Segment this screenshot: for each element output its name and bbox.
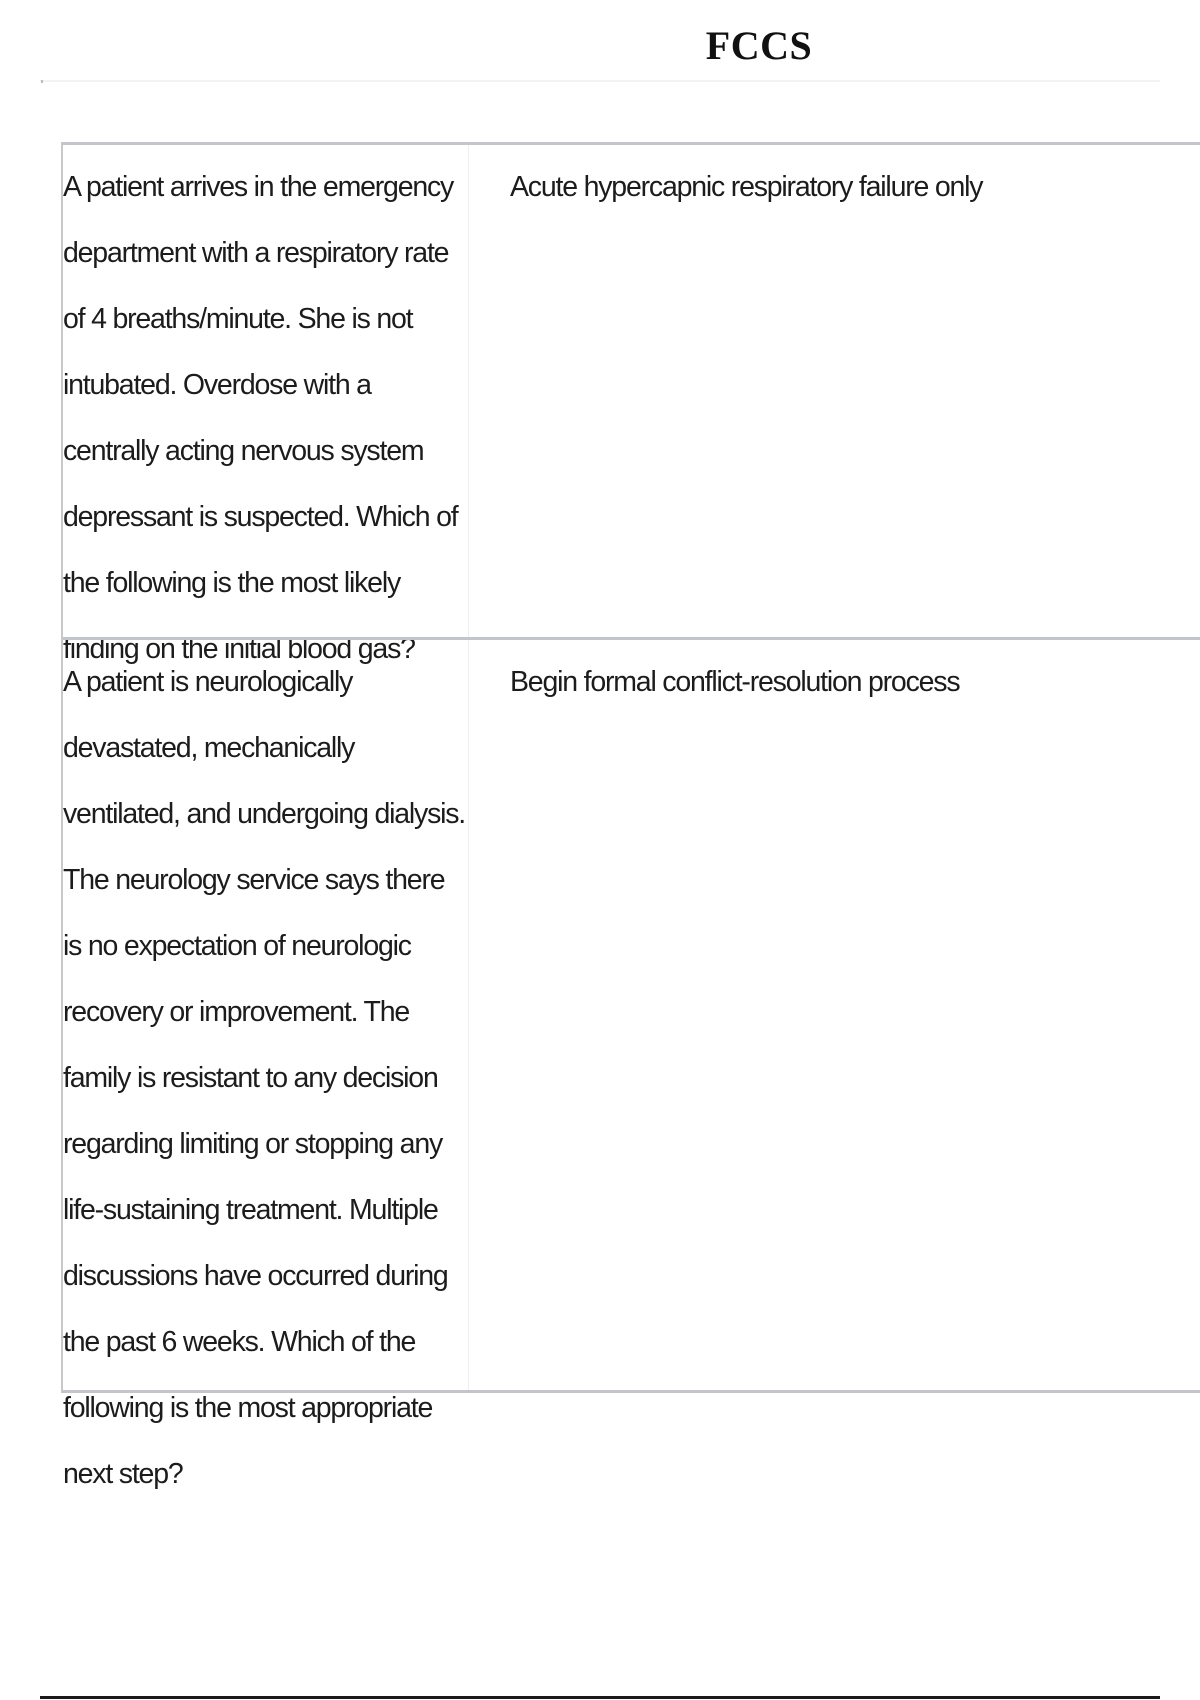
question-cell: A patient arrives in the emergency department with a respiratory rate of 4 breaths/minute. She is not intubated. Overdose with a centrally acting nervous system depressant is suspected. Which of the following is the most likely finding on the initial blood gas? [63,145,469,637]
document-title: FCCS [705,23,813,68]
table-row [61,142,1200,665]
question-cell: A patient is neurologically devastated, mechanically ventilated, and undergoing dialysis. The neurology service says there is no expectation of neurologic recovery or improvement. The family is resistant to any decision regarding limiting or stopping any life-sustaining treatment. Multiple discussions have occurred during the past 6 weeks. Which of the following is the most appropriate next step? [63,640,469,1390]
question-answer-table [61,142,1200,1490]
header-divider [40,80,1160,82]
page-edge-mark [41,80,43,83]
table-row [61,637,1200,1490]
answer-cell: Acute hypercapnic respiratory failure only [510,171,983,203]
footer-divider [40,1696,1160,1699]
answer-cell: Begin formal conflict-resolution process [510,666,960,698]
